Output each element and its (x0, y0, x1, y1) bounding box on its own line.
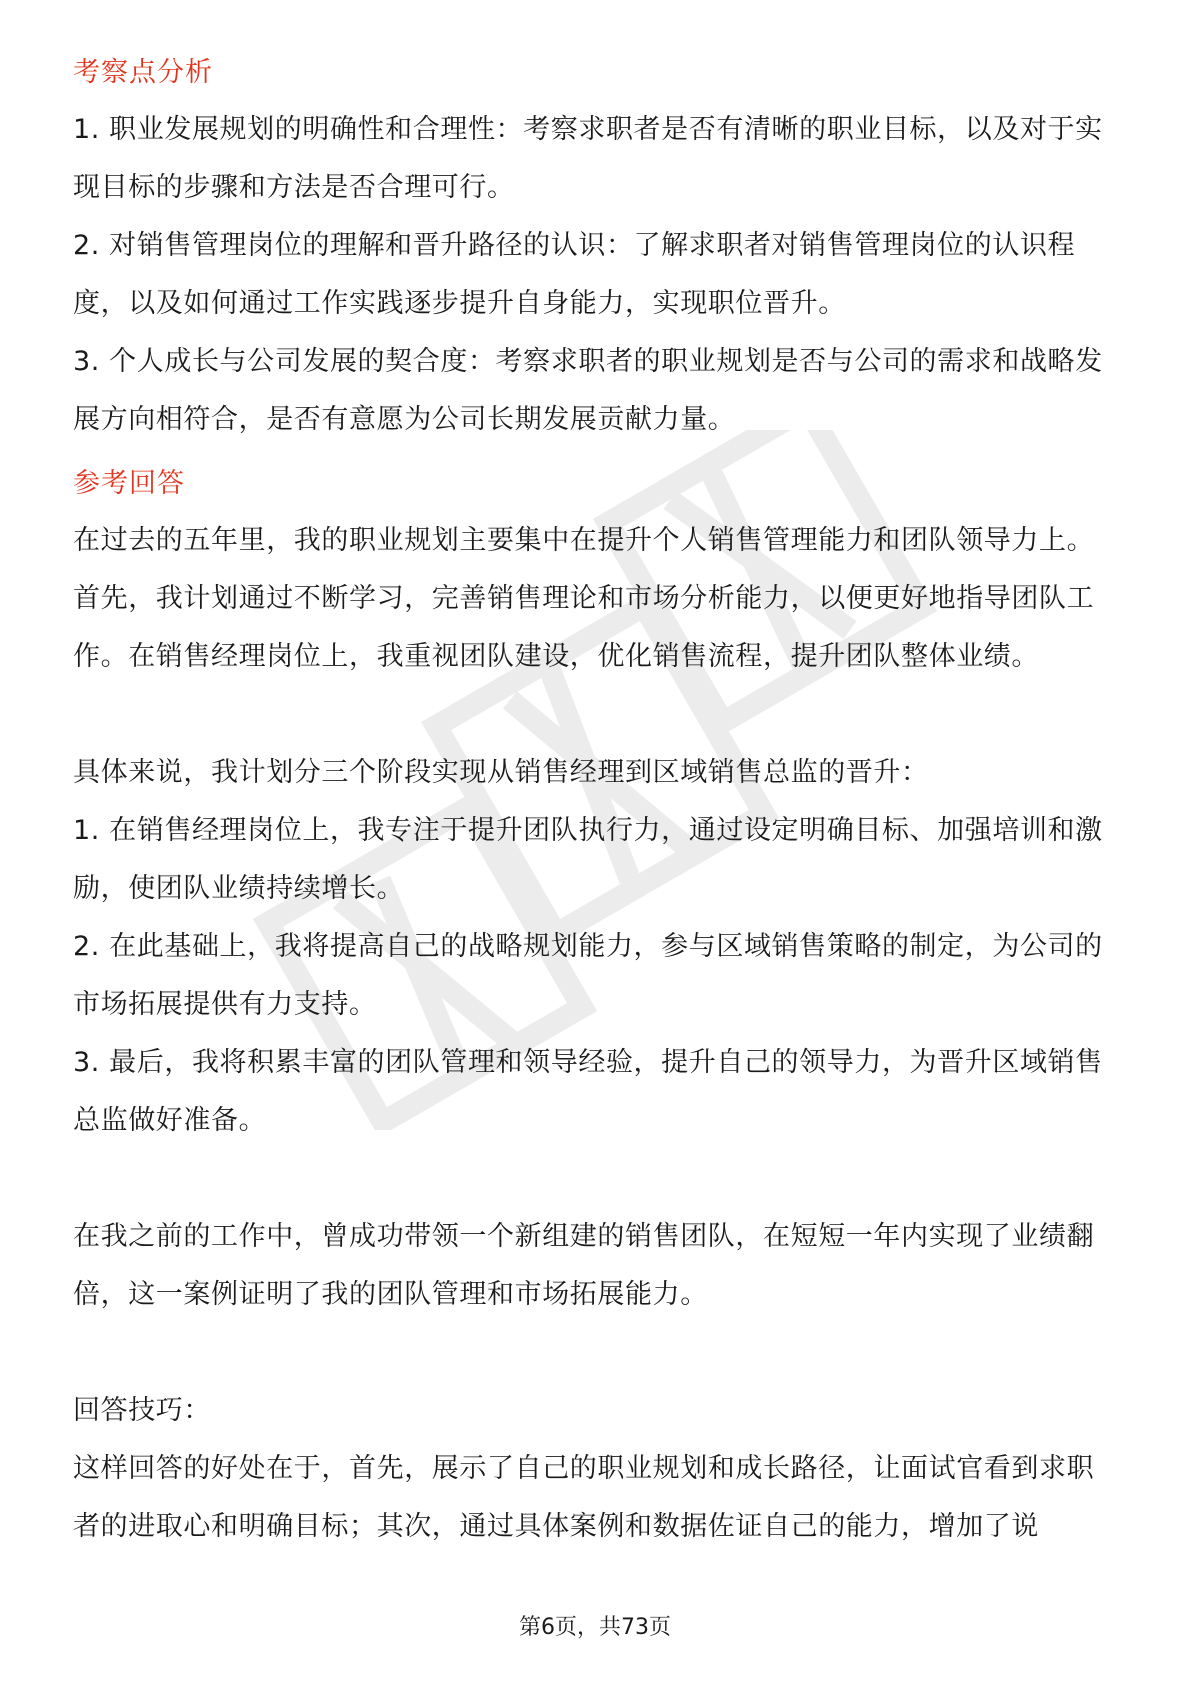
analysis-item-1: 1. 职业发展规划的明确性和合理性：考察求职者是否有清晰的职业目标，以及对于实现目标的步骤和方法是否合理可行。 (73, 114, 1103, 203)
spacer (73, 1324, 1121, 1382)
answer-plan-item-1: 1. 在销售经理岗位上，我专注于提升团队执行力，通过设定明确目标、加强培训和激励，使团队业绩持续增长。 (73, 815, 1103, 904)
spacer (73, 1150, 1121, 1208)
spacer (73, 686, 1121, 744)
answer-intro: 在过去的五年里，我的职业规划主要集中在提升个人销售管理能力和团队领导力上。首先，我计划通过不断学习，完善销售理论和市场分析能力，以便更好地指导团队工作。在销售经理岗位上，我重视团队建设，优化销售流程，提升团队整体业绩。 (73, 525, 1095, 672)
analysis-item-2: 2. 对销售管理岗位的理解和晋升路径的认识：了解求职者对销售管理岗位的认识程度，以及如何通过工作实践逐步提升自身能力，实现职位晋升。 (73, 230, 1076, 319)
answer-case: 在我之前的工作中，曾成功带领一个新组建的销售团队，在短短一年内实现了业绩翻倍，这一案例证明了我的团队管理和市场拓展能力。 (73, 1221, 1095, 1310)
answer-heading: 参考回答 (73, 468, 185, 499)
analysis-heading: 考察点分析 (73, 57, 213, 88)
page-number: 第6页，共73页 (519, 1615, 671, 1640)
tips-heading: 回答技巧： (73, 1395, 211, 1426)
document-page (73, 44, 1121, 1556)
tips-text: 这样回答的好处在于，首先，展示了自己的职业规划和成长路径，让面试官看到求职者的进取心和明确目标；其次，通过具体案例和数据佐证自己的能力，增加了说 (73, 1453, 1095, 1542)
answer-plan-intro: 具体来说，我计划分三个阶段实现从销售经理到区域销售总监的晋升： (73, 757, 929, 788)
answer-plan-item-2: 2. 在此基础上，我将提高自己的战略规划能力，参与区域销售策略的制定，为公司的市场拓展提供有力支持。 (73, 931, 1103, 1020)
analysis-item-3: 3. 个人成长与公司发展的契合度：考察求职者的职业规划是否与公司的需求和战略发展方向相符合，是否有意愿为公司长期发展贡献力量。 (73, 346, 1103, 435)
answer-plan-item-3: 3. 最后，我将积累丰富的团队管理和领导经验，提升自己的领导力，为晋升区域销售总监做好准备。 (73, 1047, 1103, 1136)
